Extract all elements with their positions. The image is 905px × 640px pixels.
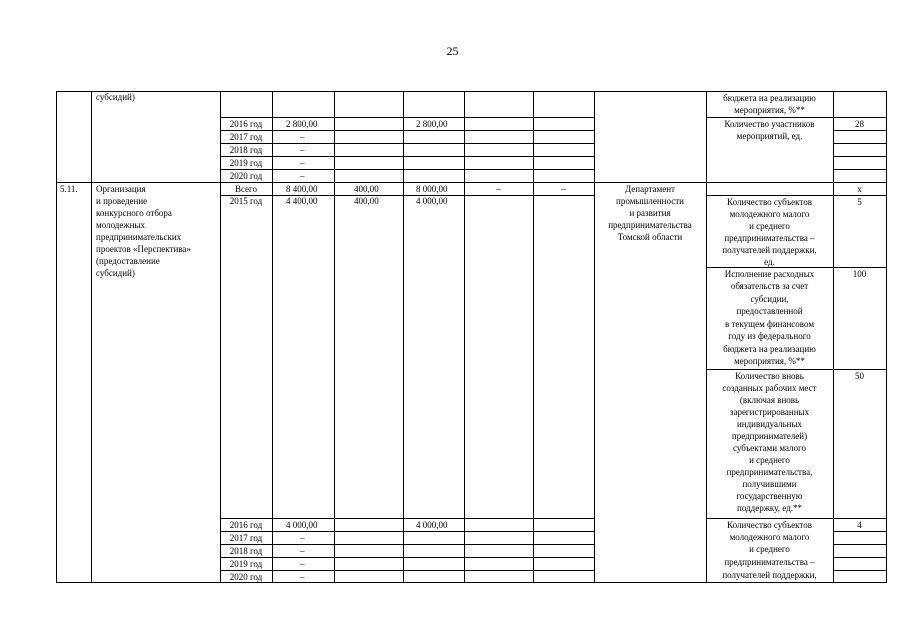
total-year: – [300,559,305,569]
year-row: 2016 год [229,520,263,530]
total-year: – [300,546,305,556]
cont-name: субсидий) [96,92,135,102]
indicator-3-line: поддержку, ед.** [737,503,802,513]
cont-indicator-line: бюджета на реализацию [723,93,816,103]
row-number: 5.11. [60,184,78,194]
indicator-2-line: Исполнение расходных [724,269,815,279]
reg-2016: 4 000,00 [416,520,448,530]
all-total: 8 400,00 [286,184,318,194]
program-table [56,91,887,583]
fed-2015: 400,00 [354,196,379,206]
all-mun: – [496,184,501,194]
indicator-3-value: 50 [855,371,864,381]
cont-indicator2-value: 28 [855,119,864,129]
cont-year: 2017 год [229,132,263,142]
executor-line: промышленности [616,196,684,206]
total-year: – [300,533,305,543]
indicator-2016-line: и среднего [749,544,790,554]
indicator-3-line: субъектами малого [733,443,806,453]
indicator-2-line: субсидии, [750,294,789,304]
year-row: 2017 год [229,533,263,543]
row-name-line: проектов «Перспектива» [96,244,191,254]
cont-indicator2-line: Количество участников [724,119,815,129]
indicator-1-line: предпринимательства – [724,233,815,243]
year-2015: 2015 год [229,196,263,206]
executor-line: предпринимательства [608,220,692,230]
reg-2015: 4 000,00 [416,196,448,206]
indicator-1-line: получателей поддержки, [722,245,817,255]
cont-year: 2020 год [229,171,263,181]
indicator-3-line: и среднего [749,455,790,465]
indicator-3-line: Количество вновь [735,371,804,381]
indicator-1-value: 5 [857,197,862,207]
indicator-2-line: мероприятия, %** [734,356,805,366]
total-2015: 4 400,00 [286,196,318,206]
row-name-line: и проведение [96,196,148,206]
indicator-3-line: индивидуальных [736,419,803,429]
executor-line: Департамент [625,184,675,194]
row-name-line: Организация [96,184,146,194]
executor-line: Томской области [617,232,683,242]
row-name-line: конкурсного отбора [96,208,172,218]
all-other: – [561,184,566,194]
indicator-1-line: Количество субъектов [727,197,812,207]
indicator-2016-line: предпринимательства – [724,557,815,567]
all-reg: 8 000,00 [416,184,448,194]
cont-total: – [300,145,305,155]
indicator-3-line: созданных рабочих мест [722,383,817,393]
all-label: Всего [234,184,258,194]
cont-total: 2 800,00 [286,119,318,129]
page-number: 25 [446,44,459,58]
cont-year: 2019 год [229,158,263,168]
indicator-2016-value: 4 [857,520,862,530]
indicator-2-value: 100 [852,269,867,279]
row-name-line: молодежных [96,220,145,230]
indicator-3-line: государственную [736,491,803,501]
indicator-2016-line: получателей поддержки, [722,570,817,580]
cont-total: – [300,132,305,142]
cont-total: – [300,158,305,168]
indicator-3-line: получившими [742,479,797,489]
year-row: 2019 год [229,559,263,569]
cont-year: 2018 год [229,145,263,155]
indicator-3-line: (включая вновь [739,395,800,405]
cont-indicator-line: мероприятия, %** [734,105,805,115]
indicator-2016-line: молодежного малого [729,532,810,542]
row-name-line: (предоставление [96,256,160,266]
indicator-3-line: зарегистрированных [729,407,810,417]
total-year: – [300,572,305,582]
indicator-1-line: и среднего [749,221,790,231]
indicator-2-line: году из федерального [728,331,811,341]
indicator-1-line: молодежного малого [729,209,810,219]
indicator-3-line: предпринимателей) [731,431,808,441]
cont-reg: 2 800,00 [416,119,448,129]
indicator-2-line: в текущем финансовом [724,319,815,329]
executor-line: и развития [629,208,671,218]
cont-year: 2016 год [229,119,263,129]
row-name-line: предпринимательских [96,232,182,242]
indicator-2-line: бюджета на реализацию [723,344,816,354]
all-fed: 400,00 [354,184,379,194]
cont-total: – [300,171,305,181]
all-indicator-value: х [857,184,862,194]
total-2016: 4 000,00 [286,520,318,530]
row-name-line: субсидий) [96,268,135,278]
year-row: 2018 год [229,546,263,556]
indicator-3-line: предпринимательства, [726,467,813,477]
indicator-1-line: ед. [764,257,775,267]
indicator-2-line: обязательств за счет [730,281,809,291]
cont-indicator2-line: мероприятий, ед. [736,131,803,141]
year-row: 2020 год [229,572,263,582]
indicator-2016-line: Количество субъектов [727,520,812,530]
indicator-2-line: предоставленной [736,306,803,316]
